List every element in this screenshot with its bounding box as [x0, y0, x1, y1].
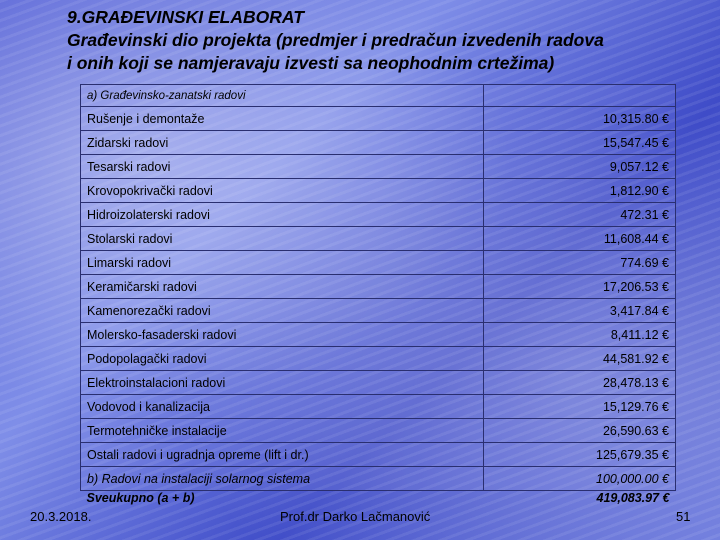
slide-heading	[67, 6, 707, 75]
row-label: Elektroinstalacioni radovi	[81, 371, 484, 395]
table-row	[81, 395, 676, 419]
table-row	[81, 251, 676, 275]
total-value: 419,083.97 €	[596, 491, 670, 505]
row-value: 28,478.13 €	[484, 371, 676, 395]
row-label: Molersko-fasaderski radovi	[81, 323, 484, 347]
table-row	[81, 275, 676, 299]
heading-line-2: Građevinski dio projekta (predmjer i predračun izvedenih radova	[67, 30, 604, 50]
row-value: 3,417.84 €	[484, 299, 676, 323]
table-row	[81, 347, 676, 371]
footer-date: 20.3.2018.	[30, 509, 92, 524]
row-value: 17,206.53 €	[484, 275, 676, 299]
row-value: 472.31 €	[484, 203, 676, 227]
row-label: Vodovod i kanalizacija	[81, 395, 484, 419]
row-label: Rušenje i demontaže	[81, 107, 484, 131]
section-a-header-row	[81, 85, 676, 107]
row-value: 15,547.45 €	[484, 131, 676, 155]
row-label: Ostali radovi i ugradnja opreme (lift i dr.)	[81, 443, 484, 467]
row-value: 8,411.12 €	[484, 323, 676, 347]
page-number: 51	[676, 509, 691, 524]
row-label: Hidroizolaterski radovi	[81, 203, 484, 227]
table-row	[81, 203, 676, 227]
section-a-label: a) Građevinsko-zanatski radovi	[81, 85, 484, 107]
total-label: Sveukupno (a + b)	[86, 491, 195, 505]
table-row	[81, 131, 676, 155]
row-label: Termotehničke instalacije	[81, 419, 484, 443]
section-b-label: b) Radovi na instalaciji solarnog sistema	[81, 467, 484, 491]
table-row	[81, 227, 676, 251]
table-row	[81, 179, 676, 203]
section-b-value: 100,000.00 €	[484, 467, 676, 491]
row-value: 1,812.90 €	[484, 179, 676, 203]
table-row	[81, 371, 676, 395]
row-value: 26,590.63 €	[484, 419, 676, 443]
heading-line-3: i onih koji se namjeravaju izvesti sa neophodnim crtežima)	[67, 53, 555, 73]
table-row	[81, 299, 676, 323]
row-label: Tesarski radovi	[81, 155, 484, 179]
table-row	[81, 107, 676, 131]
table-row	[81, 323, 676, 347]
section-a-value	[484, 85, 676, 107]
table-row	[81, 419, 676, 443]
table-row	[81, 155, 676, 179]
row-label: Krovopokrivački radovi	[81, 179, 484, 203]
row-label: Limarski radovi	[81, 251, 484, 275]
row-value: 15,129.76 €	[484, 395, 676, 419]
row-value: 774.69 €	[484, 251, 676, 275]
footer-author: Prof.dr Darko Lačmanović	[280, 509, 431, 524]
heading-line-1: 9.GRAĐEVINSKI ELABORAT	[67, 7, 304, 27]
row-label: Stolarski radovi	[81, 227, 484, 251]
row-value: 125,679.35 €	[484, 443, 676, 467]
section-b-row	[81, 467, 676, 491]
row-value: 44,581.92 €	[484, 347, 676, 371]
cost-table	[80, 84, 676, 515]
row-label: Zidarski radovi	[81, 131, 484, 155]
row-label: Kamenorezački radovi	[81, 299, 484, 323]
row-value: 11,608.44 €	[484, 227, 676, 251]
table-row	[81, 443, 676, 467]
row-label: Keramičarski radovi	[81, 275, 484, 299]
row-label: Podopolagački radovi	[81, 347, 484, 371]
row-value: 10,315.80 €	[484, 107, 676, 131]
row-value: 9,057.12 €	[484, 155, 676, 179]
